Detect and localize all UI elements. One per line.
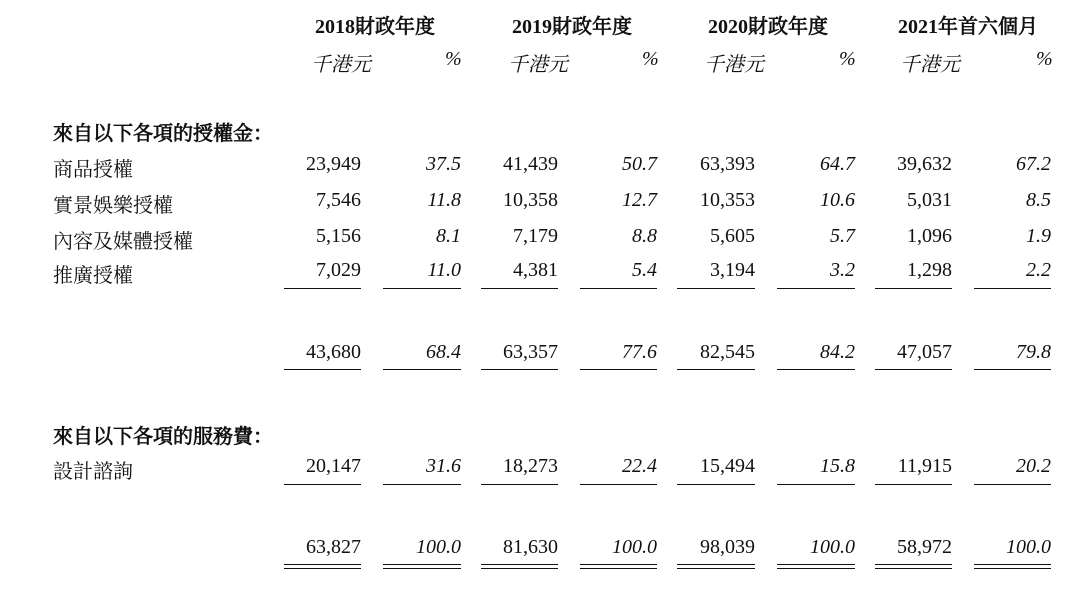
- cell-amount-2020: 10,353: [700, 189, 755, 211]
- underline-pct-2018: [383, 484, 461, 485]
- cell-pct-2018: 68.4: [426, 341, 461, 363]
- row-label: 設計諮詢: [53, 461, 133, 483]
- underline-amount-2018: [284, 369, 361, 370]
- underline-amount-2021: [875, 484, 952, 485]
- cell-amount-2021: 5,031: [907, 189, 952, 211]
- cell-pct-2018: 11.0: [427, 259, 461, 281]
- underline-pct-2018: [383, 288, 461, 289]
- cell-amount-2019: 7,179: [513, 225, 558, 247]
- double-underline-amount-2021: [875, 564, 952, 569]
- cell-pct-2020: 64.7: [820, 153, 855, 175]
- cell-amount-2021: 58,972: [897, 536, 952, 558]
- underline-amount-2020: [677, 369, 755, 370]
- double-underline-pct-2021: [974, 564, 1051, 569]
- underline-pct-2019: [580, 369, 657, 370]
- underline-amount-2021: [875, 369, 952, 370]
- unit-amount-2021: 千港元: [900, 54, 960, 76]
- cell-amount-2019: 41,439: [503, 153, 558, 175]
- cell-amount-2021: 1,096: [907, 225, 952, 247]
- underline-pct-2021: [974, 288, 1051, 289]
- cell-pct-2019: 77.6: [622, 341, 657, 363]
- cell-amount-2019: 18,273: [503, 455, 558, 477]
- cell-amount-2021: 39,632: [897, 153, 952, 175]
- cell-pct-2019: 8.8: [632, 225, 657, 247]
- cell-pct-2018: 11.8: [427, 189, 461, 211]
- underline-amount-2020: [677, 288, 755, 289]
- double-underline-amount-2019: [481, 564, 558, 569]
- unit-amount-2018: 千港元: [311, 54, 371, 76]
- underline-amount-2018: [284, 484, 361, 485]
- cell-pct-2018: 100.0: [416, 536, 461, 558]
- cell-amount-2018: 43,680: [306, 341, 361, 363]
- unit-percent-2020: %: [839, 48, 856, 70]
- unit-percent-2019: %: [642, 48, 659, 70]
- double-underline-pct-2019: [580, 564, 657, 569]
- cell-pct-2021: 67.2: [1016, 153, 1051, 175]
- double-underline-pct-2020: [777, 564, 855, 569]
- cell-amount-2021: 1,298: [907, 259, 952, 281]
- underline-pct-2020: [777, 369, 855, 370]
- cell-amount-2021: 47,057: [897, 341, 952, 363]
- cell-pct-2019: 100.0: [612, 536, 657, 558]
- column-header-2020: 2020財政年度: [708, 16, 828, 38]
- cell-amount-2018: 7,546: [316, 189, 361, 211]
- cell-pct-2019: 5.4: [632, 259, 657, 281]
- cell-amount-2019: 81,630: [503, 536, 558, 558]
- underline-amount-2020: [677, 484, 755, 485]
- underline-amount-2019: [481, 288, 558, 289]
- cell-pct-2019: 12.7: [622, 189, 657, 211]
- cell-pct-2021: 79.8: [1016, 341, 1051, 363]
- cell-pct-2020: 84.2: [820, 341, 855, 363]
- section-title-license-fees: 來自以下各項的授權金：: [53, 123, 273, 145]
- cell-amount-2018: 63,827: [306, 536, 361, 558]
- cell-amount-2018: 20,147: [306, 455, 361, 477]
- cell-pct-2020: 3.2: [830, 259, 855, 281]
- cell-amount-2019: 10,358: [503, 189, 558, 211]
- cell-amount-2020: 98,039: [700, 536, 755, 558]
- underline-pct-2019: [580, 288, 657, 289]
- cell-amount-2020: 15,494: [700, 455, 755, 477]
- underline-pct-2018: [383, 369, 461, 370]
- unit-amount-2019: 千港元: [508, 54, 568, 76]
- underline-amount-2019: [481, 369, 558, 370]
- cell-pct-2020: 10.6: [820, 189, 855, 211]
- double-underline-amount-2020: [677, 564, 755, 569]
- underline-amount-2018: [284, 288, 361, 289]
- unit-percent-2021: %: [1036, 48, 1053, 70]
- cell-amount-2020: 82,545: [700, 341, 755, 363]
- cell-pct-2018: 31.6: [426, 455, 461, 477]
- cell-pct-2021: 20.2: [1016, 455, 1051, 477]
- cell-pct-2021: 2.2: [1026, 259, 1051, 281]
- cell-pct-2021: 8.5: [1026, 189, 1051, 211]
- underline-pct-2019: [580, 484, 657, 485]
- cell-amount-2019: 63,357: [503, 341, 558, 363]
- cell-pct-2018: 8.1: [436, 225, 461, 247]
- cell-pct-2020: 15.8: [820, 455, 855, 477]
- underline-amount-2019: [481, 484, 558, 485]
- cell-amount-2018: 23,949: [306, 153, 361, 175]
- double-underline-pct-2018: [383, 564, 461, 569]
- unit-percent-2018: %: [445, 48, 462, 70]
- row-label: 實景娛樂授權: [53, 195, 173, 217]
- cell-amount-2020: 3,194: [710, 259, 755, 281]
- cell-pct-2021: 100.0: [1006, 536, 1051, 558]
- underline-pct-2021: [974, 484, 1051, 485]
- column-header-2021-h1: 2021年首六個月: [898, 16, 1038, 38]
- underline-pct-2020: [777, 288, 855, 289]
- underline-pct-2020: [777, 484, 855, 485]
- row-label: 推廣授權: [53, 265, 133, 287]
- unit-amount-2020: 千港元: [704, 54, 764, 76]
- cell-amount-2019: 4,381: [513, 259, 558, 281]
- cell-pct-2021: 1.9: [1026, 225, 1051, 247]
- cell-pct-2019: 22.4: [622, 455, 657, 477]
- column-header-2018: 2018財政年度: [315, 16, 435, 38]
- cell-amount-2020: 5,605: [710, 225, 755, 247]
- row-label: 商品授權: [53, 159, 133, 181]
- cell-pct-2020: 5.7: [830, 225, 855, 247]
- cell-pct-2020: 100.0: [810, 536, 855, 558]
- underline-pct-2021: [974, 369, 1051, 370]
- row-label: 內容及媒體授權: [53, 231, 193, 253]
- cell-pct-2018: 37.5: [426, 153, 461, 175]
- underline-amount-2021: [875, 288, 952, 289]
- cell-amount-2018: 5,156: [316, 225, 361, 247]
- cell-amount-2021: 11,915: [897, 455, 952, 477]
- cell-pct-2019: 50.7: [622, 153, 657, 175]
- cell-amount-2018: 7,029: [316, 259, 361, 281]
- cell-amount-2020: 63,393: [700, 153, 755, 175]
- section-title-service-fees: 來自以下各項的服務費：: [53, 426, 273, 448]
- double-underline-amount-2018: [284, 564, 361, 569]
- column-header-2019: 2019財政年度: [512, 16, 632, 38]
